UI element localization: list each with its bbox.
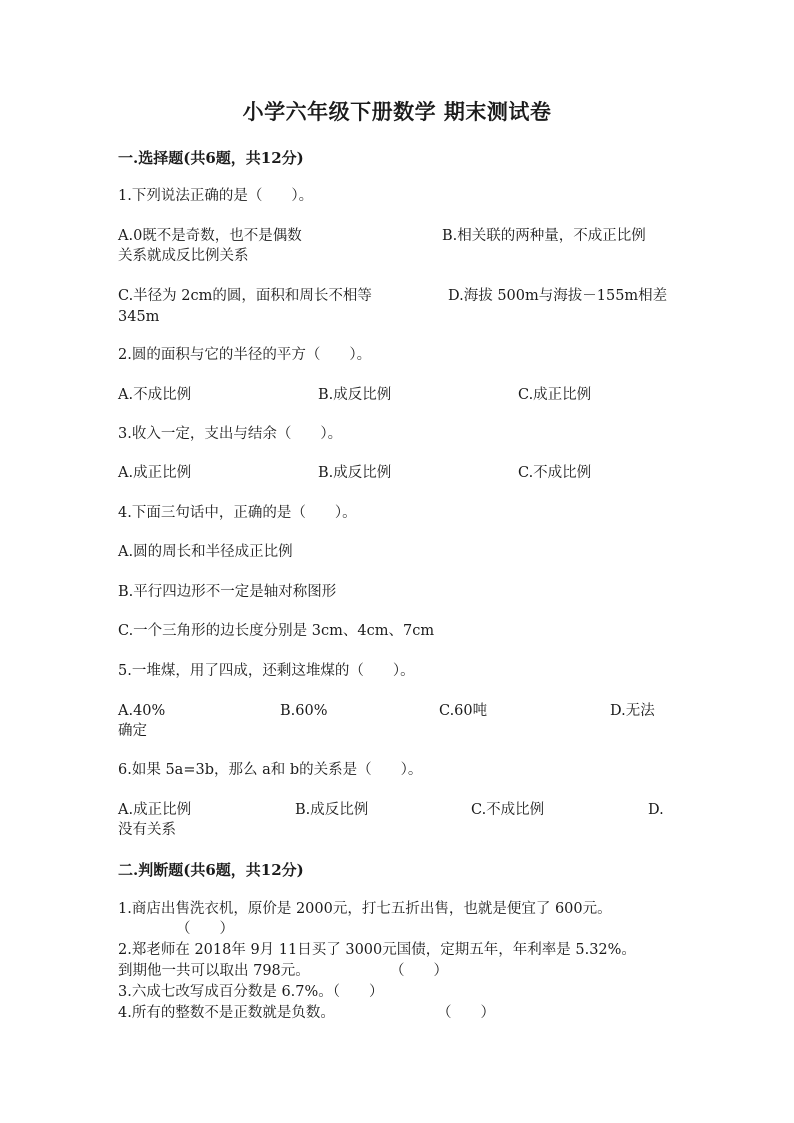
- section-heading-choice: 一.选择题(共6题，共12分): [118, 149, 304, 167]
- judgement-2-answer-blank: （ ）: [390, 963, 448, 979]
- question-1-option-d-continued: 345m: [118, 309, 160, 325]
- question-5-option-d: D.无法: [610, 703, 655, 719]
- question-4-option-a: A.圆的周长和半径成正比例: [118, 544, 293, 560]
- question-6-option-d: D.: [648, 802, 664, 818]
- judgement-4-answer-blank: （ ）: [437, 1005, 495, 1021]
- question-6-option-c: C.不成比例: [471, 802, 545, 818]
- question-4-option-b: B.平行四边形不一定是轴对称图形: [118, 584, 337, 600]
- question-5-option-b: B.60%: [280, 703, 328, 719]
- question-5-option-d-continued: 确定: [118, 723, 147, 739]
- question-1-option-d: D.海拔 500m与海拔－155m相差: [448, 288, 668, 304]
- question-1-option-c: C.半径为 2cm的圆，面积和周长不相等: [118, 288, 372, 304]
- question-6-option-a: A.成正比例: [118, 802, 192, 818]
- question-2-option-c: C.成正比例: [518, 387, 592, 403]
- page-title: 小学六年级下册数学 期末测试卷: [242, 99, 552, 124]
- judgement-1-text: 1.商店出售洗衣机，原价是 2000元，打七五折出售，也就是便宜了 600元。: [118, 901, 612, 917]
- question-1-option-a: A.0既不是奇数，也不是偶数: [118, 228, 302, 244]
- question-4-option-c: C.一个三角形的边长度分别是 3cm、4cm、7cm: [118, 623, 435, 639]
- question-1-option-b: B.相关联的两种量，不成正比例: [442, 228, 646, 244]
- question-5-stem: 5.一堆煤，用了四成，还剩这堆煤的（ ）。: [118, 663, 415, 679]
- question-2-option-b: B.成反比例: [318, 387, 392, 403]
- question-6-option-d-continued: 没有关系: [118, 822, 176, 838]
- question-6-stem: 6.如果 5a=3b，那么 a和 b的关系是（ ）。: [118, 762, 423, 778]
- judgement-3-text: 3.六成七改写成百分数是 6.7%。（ ）: [118, 984, 384, 1000]
- question-2-option-a: A.不成比例: [118, 387, 192, 403]
- question-2-stem: 2.圆的面积与它的半径的平方（ ）。: [118, 347, 372, 363]
- question-3-option-c: C.不成比例: [518, 465, 592, 481]
- question-3-option-b: B.成反比例: [318, 465, 392, 481]
- section-heading-judgement: 二.判断题(共6题，共12分): [118, 861, 304, 879]
- question-5-option-c: C.60吨: [439, 703, 488, 719]
- question-3-option-a: A.成正比例: [118, 465, 192, 481]
- judgement-2-text-continued: 到期他一共可以取出 798元。: [118, 963, 310, 979]
- judgement-2-text: 2.郑老师在 2018年 9月 11日买了 3000元国债，定期五年，年利率是 5.32%。: [118, 942, 636, 958]
- question-1-option-b-continued: 关系就成反比例关系: [118, 248, 249, 264]
- question-6-option-b: B.成反比例: [295, 802, 369, 818]
- question-5-option-a: A.40%: [118, 703, 166, 719]
- judgement-1-answer-blank: （ ）: [176, 921, 234, 937]
- question-1-stem: 1.下列说法正确的是（ ）。: [118, 188, 314, 204]
- question-3-stem: 3.收入一定，支出与结余（ ）。: [118, 426, 343, 442]
- judgement-4-text: 4.所有的整数不是正数就是负数。: [118, 1005, 335, 1021]
- question-4-stem: 4.下面三句话中，正确的是（ ）。: [118, 505, 357, 521]
